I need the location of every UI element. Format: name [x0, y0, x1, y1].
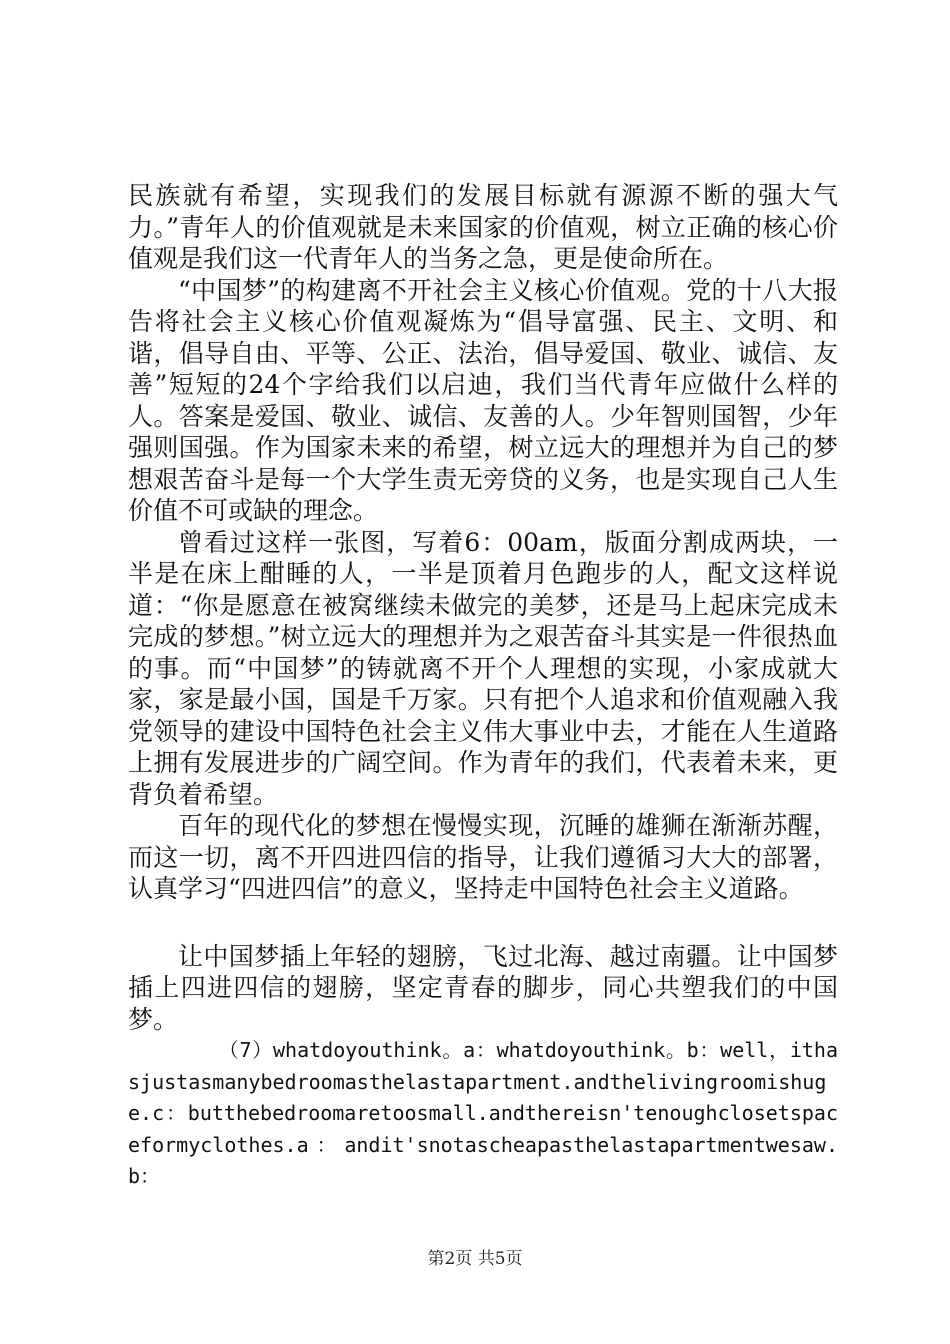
paragraph-1: 民族就有希望，实现我们的发展目标就有源源不断的强大气力。”青年人的价值观就是未来国家的价值观，树立正确的核心价值观是我们这一代青年人的当务之急，更是使命所在。	[128, 181, 838, 273]
paragraph-4: 百年的现代化的梦想在慢慢实现，沉睡的雄狮在渐渐苏醒，而这一切，离不开四进四信的指导，让我们遵循习大大的部署，认真学习“四进四信”的意义，坚持走中国特色社会主义道路。	[128, 811, 838, 903]
english-dialogue	[128, 1035, 838, 1193]
document-body	[128, 180, 838, 1193]
paragraph-3: 曾看过这样一张图，写着6：00am，版面分割成两块，一半是在床上酣睡的人，一半是顶着月色跑步的人，配文这样说道：“你是愿意在被窝继续未做完的美梦，还是马上起床完成未完成的梦想。”树立远大的理想并为之艰苦奋斗其实是一件很热血的事。而“中国梦”的铸就离不开个人理想的实现，小家成就大家，家是最小国，国是千万家。只有把个人追求和价值观融入我党领导的建设中国特色社会主义伟大事业中去，才能在人生道路上拥有发展进步的广阔空间。作为青年的我们，代表着未来，更背负着希望。	[128, 527, 838, 809]
paragraph-5: 让中国梦插上年轻的翅膀，飞过北海、越过南疆。让中国梦插上四进四信的翅膀，坚定青春的脚步，同心共塑我们的中国梦。	[128, 941, 838, 1034]
paragraph-2: “中国梦”的构建离不开社会主义核心价值观。党的十八大报告将社会主义核心价值观凝炼为“倡导富强、民主、文明、和谐，倡导自由、平等、公正、法治，倡导爱国、敬业、诚信、友善”短短的24个字给我们以启迪，我们当代青年应做什么样的人。答案是爱国、敬业、诚信、友善的人。少年智则国智，少年强则国强。作为国家未来的希望，树立远大的理想并为自己的梦想艰苦奋斗是每一个大学生责无旁贷的义务，也是实现自己人生价值不可或缺的理念。	[128, 275, 838, 525]
english-dialogue-text: （7）whatdoyouthink。a：whatdoyouthink。b：well，ithasjustasmanybedroomasthelastapartment.andthelivingroomishuge.c：butthebedroomaretoosmall.andthereisn'tenoughclosetspaceformyclothes.a：andit'snotascheapasthelastapartmentwesaw.b：	[128, 1038, 838, 1188]
paragraph-spacer	[128, 905, 838, 941]
page-number-footer: 第2页 共5页	[427, 1249, 523, 1269]
